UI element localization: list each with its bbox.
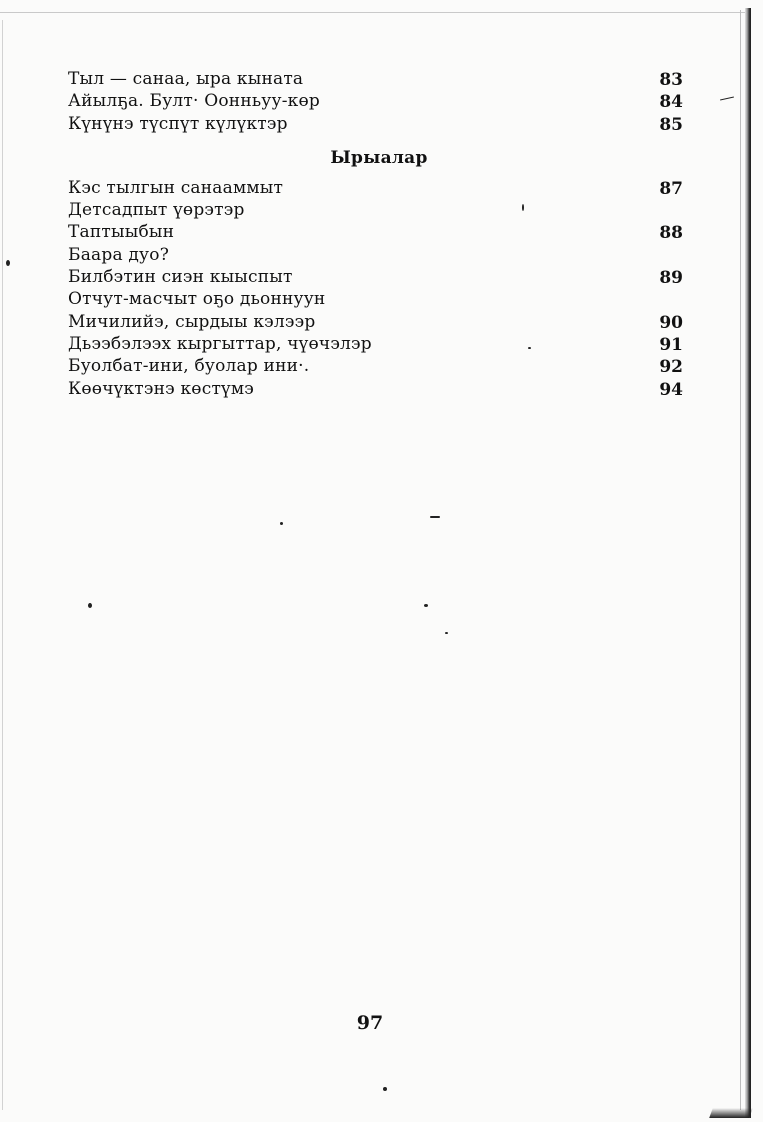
toc-entry: [68, 90, 688, 112]
toc-entry: [68, 177, 688, 199]
dust-speck: [424, 604, 428, 607]
toc-entry-title: Буолбат-ини, буолар ини·.: [68, 356, 310, 377]
toc-entry-title: Күнүнэ түспүт күлүктэр: [68, 113, 288, 134]
toc-entry-title: Мичилийэ, сырдыы кэлээр: [68, 311, 316, 332]
toc-entry-title: Дьээбэлээх кыргыттар, чүөчэлэр: [68, 333, 372, 354]
toc-entry-title: Билбэтин сиэн кыыспыт: [68, 267, 293, 288]
section-heading: Ырыалар: [330, 147, 428, 168]
toc-entry: [68, 355, 688, 377]
toc-entry-title: Детсадпыт үөрэтэр: [68, 200, 245, 221]
scan-edge-top: [0, 12, 745, 13]
dust-speck: [88, 603, 92, 608]
toc-entry-title: Кэс тылгын санааммыт: [68, 177, 284, 198]
toc-entry: [68, 378, 688, 400]
toc-entry: [68, 113, 688, 135]
toc-entry-title: Отчут-масчыт оҕо дьоннуун: [68, 289, 326, 310]
toc-entry-page: 90: [659, 312, 683, 333]
toc-entry: [68, 311, 688, 333]
dust-speck: [445, 632, 448, 634]
toc-group-top: [68, 68, 688, 135]
toc-entry-page: 94: [659, 379, 683, 400]
toc-entry-title: Таптыыбын: [68, 222, 175, 243]
toc-entry: [68, 221, 688, 243]
page-number: 97: [356, 1012, 384, 1034]
dust-speck: [430, 516, 440, 518]
table-of-contents: [68, 68, 688, 400]
dust-speck: [280, 522, 283, 525]
toc-entry: [68, 288, 688, 310]
toc-entry-page: 91: [659, 334, 683, 355]
scan-edge-right: [745, 8, 751, 1118]
scan-edge-left: [2, 20, 3, 1110]
toc-entry: [68, 266, 688, 288]
toc-entry-title: Баара дуо?: [68, 244, 170, 265]
toc-entry-page: 87: [659, 178, 683, 199]
toc-entry: [68, 199, 688, 221]
toc-entry-page: 84: [659, 92, 683, 113]
toc-group-bottom: [68, 177, 688, 400]
dust-speck: [383, 1087, 387, 1091]
toc-entry-title: Тыл — санаа, ыра кыната: [68, 69, 304, 89]
toc-entry-title: Айылҕа. Булт· Оонньуу-көр: [68, 91, 320, 112]
toc-entry-title: Көөчүктэнэ көстүмэ: [68, 378, 255, 399]
toc-entry-page: 83: [659, 70, 683, 90]
toc-entry-page: 92: [659, 357, 683, 378]
dust-speck: [720, 97, 734, 101]
toc-entry-page: 89: [659, 268, 683, 289]
toc-entry: [68, 68, 688, 90]
toc-entry-page: 85: [659, 114, 683, 135]
toc-entry: [68, 244, 688, 266]
dust-speck: [6, 260, 10, 266]
scan-edge-bottom: [709, 1108, 753, 1118]
scan-edge-right-inner: [740, 10, 741, 1110]
toc-entry: [68, 333, 688, 355]
toc-entry-page: 88: [659, 223, 683, 244]
